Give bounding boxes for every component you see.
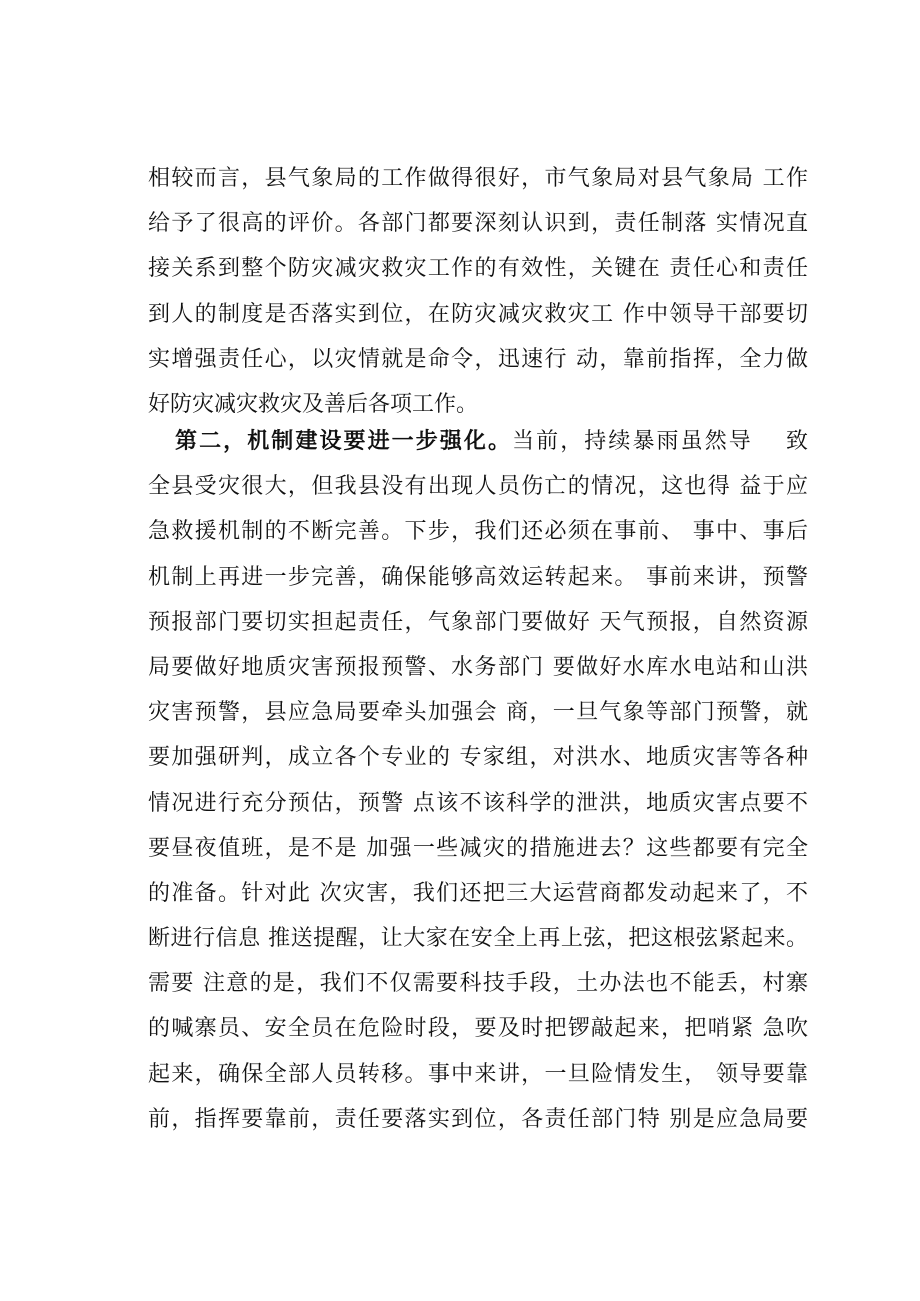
text-line: 情况进行充分预估，预警 点该不该科学的泄洪，地质灾害点要不 <box>148 790 808 816</box>
paragraph-first-line <box>148 419 808 464</box>
text-line: 全县受灾很大，但我县没有出现人员伤亡的情况，这也得 益于应 <box>148 474 808 500</box>
text-line: 到人的制度是否落实到位，在防灾减灾救灾工 作中领导干部要切 <box>148 301 808 327</box>
text-line: 灾害预警，县应急局要牵头加强会 商，一旦气象等部门预警，就 <box>148 700 808 726</box>
text-line: 相较而言，县气象局的工作做得很好，市气象局对县气象局 工作 <box>148 166 808 191</box>
text-line: 的喊寨员、安全员在危险时段，要及时把锣敲起来，把哨紧 急吹 <box>148 1016 808 1042</box>
first-line-text: 当前，持续暴雨虽然导 致 <box>512 429 808 454</box>
text-line: 接关系到整个防灾减灾救灾工作的有效性，关键在 责任心和责任 <box>148 256 808 282</box>
text-line: 要昼夜值班，是不是 加强一些减灾的措施进去？这些都要有完全 <box>148 835 808 861</box>
paragraph-mechanism <box>148 419 808 1142</box>
text-line: 前，指挥要靠前，责任要落实到位，各责任部门特 别是应急局要 <box>148 1106 808 1132</box>
text-line: 预报部门要切实担起责任，气象部门要做好 天气预报，自然资源 <box>148 609 808 635</box>
paragraph-responsibility <box>148 156 808 427</box>
text-line: 需要 注意的是，我们不仅需要科技手段，土办法也不能丢，村寨 <box>148 971 808 997</box>
text-line: 起来，确保全部人员转移。事中来讲，一旦险情发生， 领导要靠 <box>148 1061 808 1087</box>
text-line: 给予了很高的评价。各部门都要深刻认识到，责任制落 实情况直 <box>148 211 808 237</box>
text-line: 机制上再进一步完善，确保能够高效运转起来。 事前来讲，预警 <box>148 564 808 590</box>
text-line: 局要做好地质灾害预报预警、水务部门 要做好水库水电站和山洪 <box>148 654 808 680</box>
text-line: 急救援机制的不断完善。下步，我们还必须在事前、 事中、事后 <box>148 519 808 545</box>
text-line: 的准备。针对此 次灾害，我们还把三大运营商都发动起来了，不 <box>148 880 808 906</box>
text-line: 好防灾减灾救灾及善后各项工作。 <box>148 391 479 417</box>
section-heading: 第二，机制建设要进一步强化。 <box>175 428 513 454</box>
text-line: 实增强责任心，以灾情就是命令，迅速行 动，靠前指挥，全力做 <box>148 346 808 372</box>
text-line: 断进行信息 推送提醒，让大家在安全上再上弦，把这根弦紧起来。 <box>148 926 808 952</box>
text-line: 要加强研判，成立各个专业的 专家组，对洪水、地质灾害等各种 <box>148 745 808 771</box>
